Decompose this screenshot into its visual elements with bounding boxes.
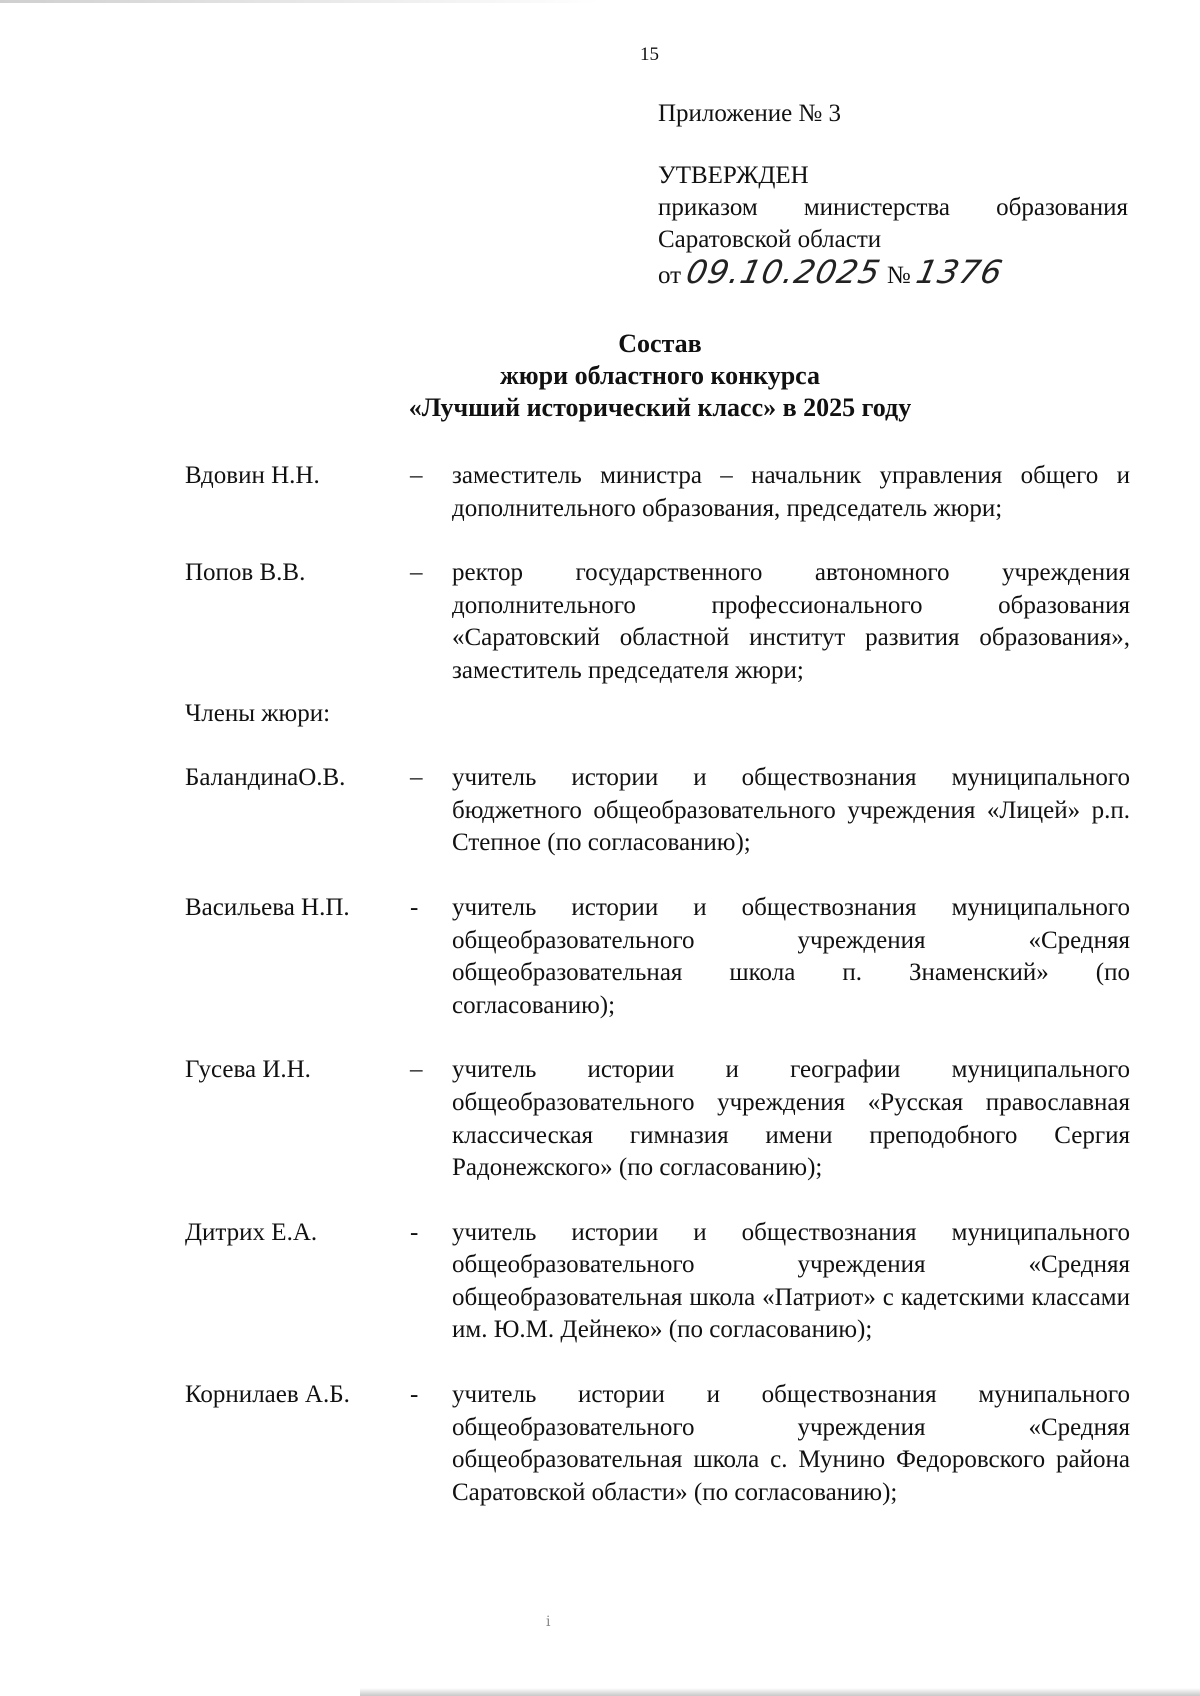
member-name: Попов В.В.: [185, 559, 306, 587]
member-description: учитель истории и обществознания муниципального общеобразовательного учреждения «Средняя общеобразовательная школа «Патриот» с кадетскими классами им. Ю.М. Дейнеко» (по согласованию);: [452, 1218, 1130, 1344]
heading-line-2: жюри областного конкурса: [499, 361, 821, 390]
jury-entry: [185, 557, 1130, 687]
order-line-1: приказом министерства образования: [658, 194, 1128, 221]
dash: –: [410, 764, 423, 792]
jury-roster: [185, 460, 1130, 1541]
appendix-label: Приложение № 3: [658, 100, 842, 127]
member-name: Корнилаев А.Б.: [185, 1381, 350, 1409]
member-description: заместитель министра – начальник управления общего и дополнительного образования, председатель жюри;: [452, 462, 1130, 522]
dash: –: [410, 462, 423, 489]
member-description: ректор государственного автономного учреждения дополнительного профессионального образования «Саратовский областной институт развития образования», заместитель председателя жюри;: [452, 559, 1130, 684]
member-name: Вдовин Н.Н.: [185, 462, 320, 489]
date-prefix: от: [658, 262, 682, 289]
dash: -: [410, 1381, 419, 1409]
document-heading: [0, 328, 1200, 424]
dash: -: [410, 1218, 419, 1246]
member-description: учитель истории и обществознания муниципального общеобразовательного учреждения «Средняя общеобразовательная школа п. Знаменский» (по согласованию);: [452, 893, 1130, 1019]
approval-block: [658, 98, 1128, 292]
jury-entry: [185, 892, 1130, 1022]
number-prefix: №: [886, 262, 911, 289]
approved-label: УТВЕРЖДЕН: [658, 162, 809, 189]
member-name: Васильева Н.П.: [185, 893, 350, 921]
jury-entry: [185, 1054, 1130, 1184]
scan-edge-bottom: [360, 1688, 1200, 1696]
member-description: учитель истории и обществознания мунипального общеобразовательного учреждения «Средняя общеобразовательная школа с. Мунино Федоровского района Саратовской области» (по согласованию);: [452, 1381, 1130, 1506]
jury-entry: [185, 1379, 1130, 1509]
handwritten-order-number: 1376: [912, 253, 1007, 291]
page-number: 15: [640, 44, 659, 65]
dash: -: [410, 893, 419, 921]
jury-entry: [185, 460, 1130, 525]
heading-line-3: «Лучший исторический класс» в 2025 году: [408, 393, 912, 422]
jury-entry: [185, 1217, 1130, 1347]
scan-edge-top: [0, 0, 600, 3]
members-label: Члены жюри:: [185, 699, 331, 727]
dash: –: [410, 559, 423, 587]
dash: –: [410, 1056, 423, 1084]
handwritten-date: 09.10.2025: [683, 253, 885, 291]
member-description: учитель истории и обществознания муниципального бюджетного общеобразовательного учреждения «Лицей» р.п. Степное (по согласованию);: [452, 764, 1130, 857]
heading-line-1: Состав: [618, 329, 702, 358]
member-name: Гусева И.Н.: [185, 1056, 311, 1084]
member-name: Дитрих Е.А.: [185, 1218, 318, 1246]
order-line-2: Саратовской области: [658, 226, 882, 253]
member-name: БаландинаО.В.: [185, 764, 346, 792]
member-description: учитель истории и географии муниципального общеобразовательного учреждения «Русская православная классическая гимназия имени преподобного Сергия Радонежского» (по согласованию);: [452, 1056, 1130, 1182]
scan-artifact: ⅰ: [546, 1615, 551, 1630]
jury-entry: [185, 762, 1130, 860]
order-date-line: [658, 253, 1128, 292]
